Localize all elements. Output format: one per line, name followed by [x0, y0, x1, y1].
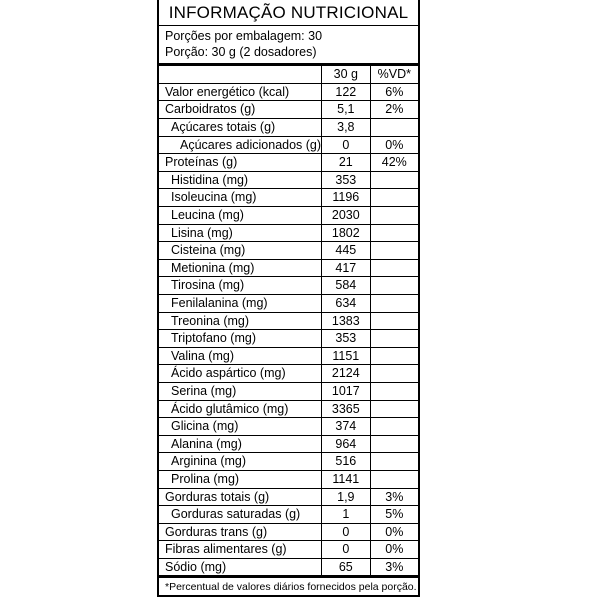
table-row [159, 382, 418, 400]
row-amount: 2124 [322, 365, 371, 383]
table-row [159, 242, 418, 260]
row-daily-value [370, 294, 418, 312]
row-daily-value: 5% [370, 506, 418, 524]
row-daily-value: 3% [370, 558, 418, 577]
row-label: Fenilalanina (mg) [159, 294, 322, 312]
row-label: Isoleucina (mg) [159, 189, 322, 207]
row-label: Cisteina (mg) [159, 242, 322, 260]
row-label: Valina (mg) [159, 347, 322, 365]
row-amount: 2030 [322, 207, 371, 225]
row-label: Ácido glutâmico (mg) [159, 400, 322, 418]
label-footnote: *Percentual de valores diários fornecidos pela porção. [165, 581, 417, 594]
row-amount: 353 [322, 330, 371, 348]
table-row [159, 171, 418, 189]
row-amount: 374 [322, 418, 371, 436]
row-label: Ácido aspártico (mg) [159, 365, 322, 383]
row-label: Fibras alimentares (g) [159, 541, 322, 559]
table-row [159, 207, 418, 225]
row-label: Tirosina (mg) [159, 277, 322, 295]
row-daily-value: 2% [370, 101, 418, 119]
row-label: Glicina (mg) [159, 418, 322, 436]
row-daily-value [370, 418, 418, 436]
row-daily-value [370, 470, 418, 488]
row-daily-value: 0% [370, 523, 418, 541]
row-amount: 1383 [322, 312, 371, 330]
row-daily-value: 3% [370, 488, 418, 506]
column-header-amount: 30 g [322, 66, 371, 84]
row-amount: 584 [322, 277, 371, 295]
row-daily-value [370, 171, 418, 189]
row-amount: 3,8 [322, 119, 371, 137]
row-label: Gorduras saturadas (g) [159, 506, 322, 524]
row-daily-value [370, 119, 418, 137]
table-row [159, 347, 418, 365]
row-amount: 0 [322, 523, 371, 541]
row-label: Açúcares totais (g) [159, 119, 322, 137]
row-amount: 3365 [322, 400, 371, 418]
row-label: Sódio (mg) [159, 558, 322, 577]
row-amount: 1017 [322, 382, 371, 400]
row-amount: 1196 [322, 189, 371, 207]
row-label: Proteínas (g) [159, 154, 322, 172]
row-daily-value [370, 382, 418, 400]
row-label: Gorduras totais (g) [159, 488, 322, 506]
table-row [159, 506, 418, 524]
table-row [159, 154, 418, 172]
row-label: Treonina (mg) [159, 312, 322, 330]
table-row [159, 488, 418, 506]
row-daily-value: 6% [370, 83, 418, 101]
table-row [159, 277, 418, 295]
row-amount: 1141 [322, 470, 371, 488]
row-amount: 65 [322, 558, 371, 577]
row-daily-value [370, 312, 418, 330]
row-amount: 5,1 [322, 101, 371, 119]
nutrition-table-head [159, 66, 418, 84]
row-label: Arginina (mg) [159, 453, 322, 471]
table-row [159, 435, 418, 453]
nutrition-table-body [159, 83, 418, 577]
table-row [159, 189, 418, 207]
row-label: Prolina (mg) [159, 470, 322, 488]
row-daily-value [370, 242, 418, 260]
row-label: Alanina (mg) [159, 435, 322, 453]
table-row [159, 83, 418, 101]
row-amount: 1 [322, 506, 371, 524]
servings-per-package: Porções por embalagem: 30 [165, 28, 323, 43]
row-amount: 0 [322, 136, 371, 154]
table-row [159, 259, 418, 277]
table-row [159, 365, 418, 383]
column-header-dv: %VD* [370, 66, 418, 84]
row-daily-value [370, 400, 418, 418]
nutrition-facts-label [157, 0, 420, 597]
table-row [159, 119, 418, 137]
table-row [159, 294, 418, 312]
row-daily-value [370, 224, 418, 242]
row-amount: 417 [322, 259, 371, 277]
column-header-name [159, 66, 322, 84]
row-amount: 1,9 [322, 488, 371, 506]
row-label: Carboidratos (g) [159, 101, 322, 119]
row-amount: 634 [322, 294, 371, 312]
table-row [159, 312, 418, 330]
label-title: INFORMAÇÃO NUTRICIONAL [168, 3, 409, 22]
row-label: Gorduras trans (g) [159, 523, 322, 541]
row-amount: 21 [322, 154, 371, 172]
row-daily-value [370, 435, 418, 453]
row-amount: 122 [322, 83, 371, 101]
table-row [159, 330, 418, 348]
row-label: Lisina (mg) [159, 224, 322, 242]
row-daily-value: 0% [370, 136, 418, 154]
table-row [159, 453, 418, 471]
table-header-row [159, 66, 418, 84]
table-row [159, 523, 418, 541]
row-daily-value [370, 189, 418, 207]
table-row [159, 136, 418, 154]
row-label: Valor energético (kcal) [159, 83, 322, 101]
row-daily-value [370, 259, 418, 277]
row-daily-value [370, 453, 418, 471]
table-row [159, 224, 418, 242]
table-row [159, 541, 418, 559]
row-label: Triptofano (mg) [159, 330, 322, 348]
row-label: Histidina (mg) [159, 171, 322, 189]
row-daily-value [370, 330, 418, 348]
row-daily-value [370, 277, 418, 295]
table-row [159, 470, 418, 488]
row-amount: 1802 [322, 224, 371, 242]
table-row [159, 400, 418, 418]
row-label: Leucina (mg) [159, 207, 322, 225]
row-daily-value [370, 365, 418, 383]
row-amount: 964 [322, 435, 371, 453]
table-row [159, 418, 418, 436]
row-amount: 0 [322, 541, 371, 559]
row-daily-value [370, 207, 418, 225]
row-amount: 353 [322, 171, 371, 189]
table-row [159, 101, 418, 119]
row-label: Serina (mg) [159, 382, 322, 400]
row-amount: 1151 [322, 347, 371, 365]
row-label: Metionina (mg) [159, 259, 322, 277]
serving-info [159, 26, 418, 63]
row-label: Açúcares adicionados (g) [159, 136, 322, 154]
row-amount: 445 [322, 242, 371, 260]
row-amount: 516 [322, 453, 371, 471]
row-daily-value: 0% [370, 541, 418, 559]
row-daily-value: 42% [370, 154, 418, 172]
table-row [159, 558, 418, 577]
nutrition-table [159, 66, 418, 579]
row-daily-value [370, 347, 418, 365]
serving-size: Porção: 30 g (2 dosadores) [165, 45, 317, 60]
